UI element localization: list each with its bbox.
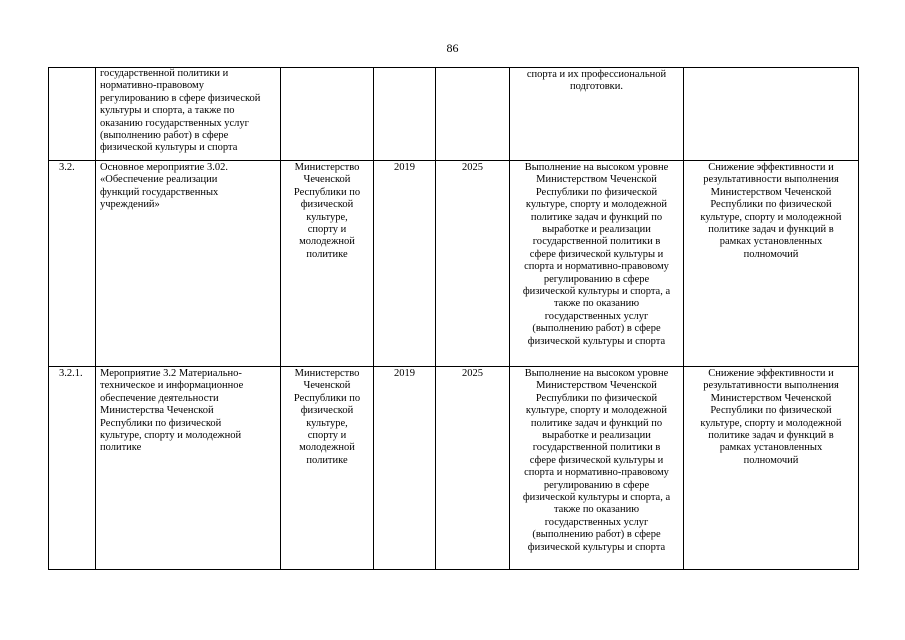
expected-result: спорта и их профессиональной подготовки.: [526, 69, 667, 93]
consequence: Снижение эффективности и результативности выполнения Министерством Чеченской Республики по физической культуре, спорту и молодежной политике задач и функций в рамках установленных полномочий: [700, 368, 842, 466]
expected-result-cell: [510, 367, 684, 570]
start-year-cell: [374, 68, 436, 161]
consequence-cell: [684, 367, 859, 570]
executor-cell: [281, 68, 374, 161]
measures-table: [48, 67, 859, 570]
row-number: 3.2.: [59, 162, 75, 173]
start-year-cell: [374, 161, 436, 367]
measure-name-cell: [96, 367, 281, 570]
page-number: 86: [446, 41, 459, 55]
measure-name-cell: [96, 68, 281, 161]
expected-result-cell: [510, 161, 684, 367]
row-number-cell: [49, 367, 96, 570]
executor: Министерство Чеченской Республики по физической культуре, спорту и молодежной политике: [293, 368, 361, 466]
row-number-cell: [49, 161, 96, 367]
expected-result: Выполнение на высоком уровне Министерством Чеченской Республики по физической культуре, спорту и молодежной политике задач и функций по выработке и реализации государственной политики в сфере физической культуры и спорта и нормативно-правовому регулированию в сфере физической культуры и спорта, а также по оказанию государственных услуг (выполнению работ) в сфере физической культуры и спорта: [522, 368, 671, 553]
start-year: 2019: [394, 162, 415, 173]
end-year: 2025: [462, 162, 483, 173]
consequence: Снижение эффективности и результативности выполнения Министерством Чеченской Республики по физической культуре, спорту и молодежной политике задач и функций в рамках установленных полномочий: [700, 162, 842, 260]
measure-name: государственной политики и нормативно-правовому регулированию в сфере физической культуры и спорта, а также по оказанию государственных услуг (выполнению работ) в сфере физической культуры и спорта: [100, 68, 261, 154]
row-number-cell: [49, 68, 96, 161]
measure-name: Основное мероприятие 3.02. «Обеспечение реализации функций государственных учреждений»: [100, 162, 228, 211]
measure-name: Мероприятие 3.2 Материально- техническое и информационное обеспечение деятельности Министерства Чеченской Республики по физической культуре, спорту и молодежной политике: [100, 368, 244, 454]
end-year: 2025: [462, 368, 483, 379]
expected-result-cell: [510, 68, 684, 161]
consequence-cell: [684, 68, 859, 161]
start-year: 2019: [394, 368, 415, 379]
measure-name-cell: [96, 161, 281, 367]
row-number: 3.2.1.: [59, 368, 83, 379]
end-year-cell: [436, 68, 510, 161]
start-year-cell: [374, 367, 436, 570]
table-row: [49, 367, 859, 570]
executor-cell: [281, 367, 374, 570]
expected-result: Выполнение на высоком уровне Министерством Чеченской Республики по физической культуре, спорту и молодежной политике задач и функций по выработке и реализации государственной политики в сфере физической культуры и спорта и нормативно-правовому регулированию в сфере физической культуры и спорта, а также по оказанию государственных услуг (выполнению работ) в сфере физической культуры и спорта: [522, 162, 671, 347]
table-row: [49, 161, 859, 367]
end-year-cell: [436, 161, 510, 367]
end-year-cell: [436, 367, 510, 570]
consequence-cell: [684, 161, 859, 367]
executor-cell: [281, 161, 374, 367]
executor: Министерство Чеченской Республики по физической культуре, спорту и молодежной политике: [293, 162, 361, 260]
table-row: [49, 68, 859, 161]
